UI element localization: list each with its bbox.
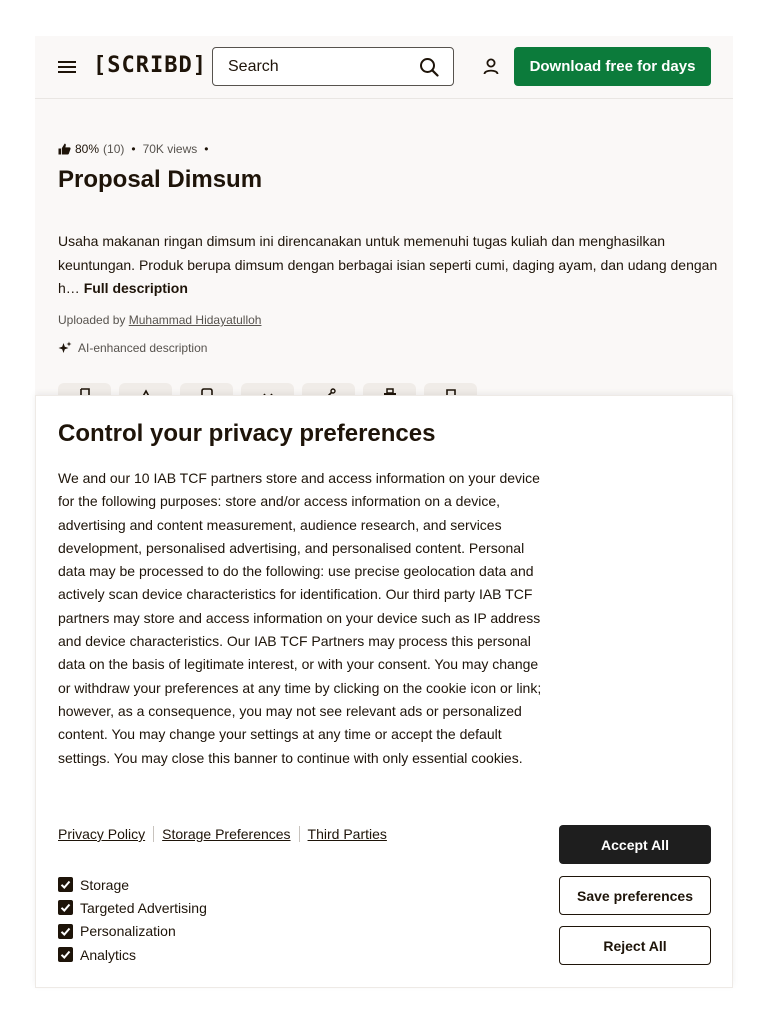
targeted-advertising-checkbox-row[interactable]	[58, 896, 207, 919]
uploaded-by-label: Uploaded by	[58, 313, 126, 327]
document-meta-row	[58, 142, 208, 156]
storage-preferences-link[interactable]: Storage Preferences	[162, 826, 291, 842]
consent-checkboxes	[58, 873, 207, 966]
meta-separator: •	[204, 142, 209, 156]
uploaded-by	[58, 313, 261, 327]
full-description-link[interactable]: Full description	[83, 280, 188, 296]
rating-percent: 80%	[75, 142, 100, 156]
link-divider	[299, 826, 300, 842]
download-free-button[interactable]: Download free for days	[514, 47, 711, 86]
ai-description-text: AI-enhanced description	[78, 341, 208, 355]
checkmark-icon	[60, 926, 71, 937]
user-account-icon[interactable]	[482, 57, 500, 77]
analytics-label: Analytics	[80, 946, 137, 963]
save-preferences-button[interactable]: Save preferences	[559, 876, 711, 915]
thumbs-up-icon	[58, 143, 71, 155]
personalization-label: Personalization	[80, 923, 176, 940]
view-count: 70K views	[142, 142, 198, 156]
link-divider	[153, 826, 154, 842]
document-title: Proposal Dimsum	[58, 166, 263, 193]
targeted-advertising-checkbox[interactable]	[58, 900, 73, 915]
meta-separator: •	[131, 142, 136, 156]
third-parties-link[interactable]: Third Parties	[307, 826, 387, 842]
reject-all-button[interactable]: Reject All	[559, 926, 711, 965]
analytics-checkbox[interactable]	[58, 947, 73, 962]
storage-checkbox[interactable]	[58, 877, 73, 892]
document-description	[58, 230, 718, 301]
checkmark-icon	[60, 949, 71, 960]
accept-all-button[interactable]: Accept All	[559, 825, 711, 864]
checkmark-icon	[60, 879, 71, 890]
checkmark-icon	[60, 902, 71, 913]
scribd-logo[interactable]: [SCRIBD]	[93, 53, 207, 78]
sparkle-icon	[58, 341, 72, 355]
personalization-checkbox-row[interactable]	[58, 920, 207, 943]
privacy-preferences-modal	[35, 395, 733, 988]
privacy-policy-link[interactable]: Privacy Policy	[58, 826, 146, 842]
targeted-advertising-label: Targeted Advertising	[80, 899, 207, 916]
privacy-links	[58, 826, 387, 842]
storage-checkbox-row[interactable]	[58, 873, 207, 896]
privacy-modal-title: Control your privacy preferences	[58, 420, 436, 447]
analytics-checkbox-row[interactable]	[58, 943, 207, 966]
ai-enhanced-label	[58, 341, 207, 355]
uploader-link[interactable]: Muhammad Hidayatulloh	[128, 313, 262, 327]
top-header	[35, 36, 733, 99]
hamburger-menu-icon[interactable]	[58, 58, 78, 76]
rating-count: (10)	[103, 142, 125, 156]
search-icon[interactable]	[419, 57, 439, 77]
personalization-checkbox[interactable]	[58, 924, 73, 939]
description-text: Usaha makanan ringan dimsum ini direncanakan untuk memenuhi tugas kuliah dan menghasilkan keuntungan. Produk berupa dimsum dengan berbagai isian seperti cumi, daging ayam, dan udang dengan h…	[58, 233, 718, 296]
storage-label: Storage	[80, 876, 130, 893]
search-input[interactable]	[212, 47, 454, 86]
privacy-modal-body: We and our 10 IAB TCF partners store and access information on your device for the following purposes: store and/or access information on a device, advertising and content measurement, audience research, and services development, personalised advertising, and personalised content. Personal data may be processed to do the following: use precise geolocation data and actively scan device characteristics for identification. Our third party IAB TCF partners may store and access information on your device such as IP address and device characteristics. Our IAB TCF Partners may process this personal data on the basis of legitimate interest, or with your consent. You may change or withdraw your preferences at any time by clicking on the cookie icon or link; however, as a consequence, you may not see relevant ads or personalized content. You may change your settings at any time or accept the default settings. You may close this banner to continue with only essential cookies.	[58, 470, 542, 766]
search-placeholder: Search	[228, 57, 279, 75]
